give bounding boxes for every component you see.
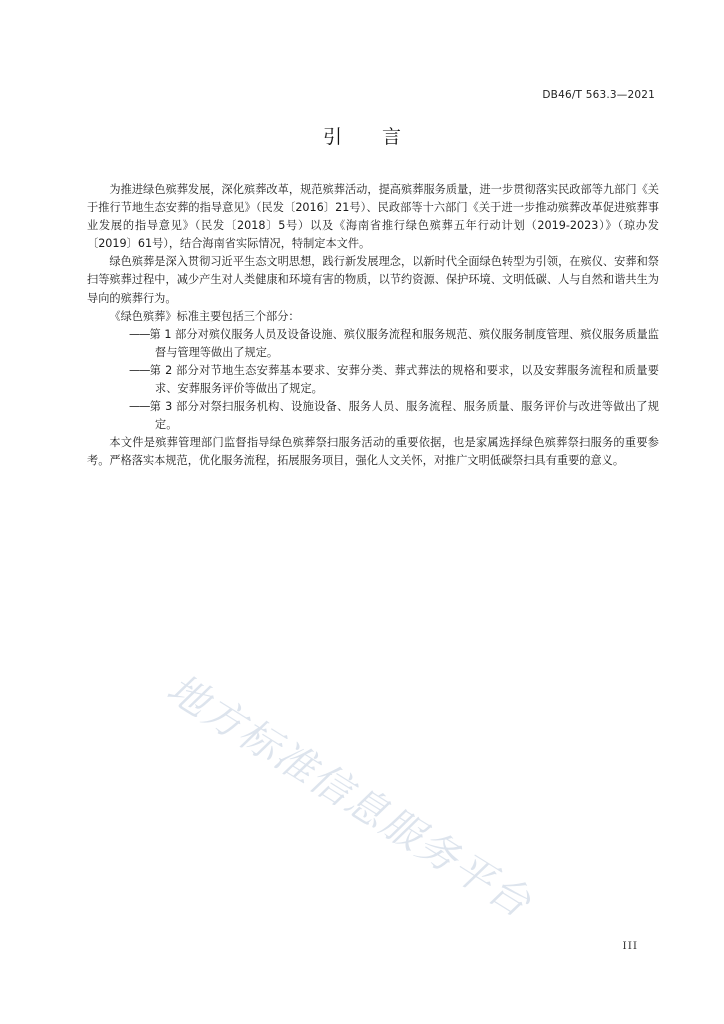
paragraph-significance: 本文件是殡葬管理部门监督指导绿色殡葬祭扫服务活动的重要依据，也是家属选择绿色殡葬祭扫服务的重要参考。严格落实本规范，优化服务流程，拓展服务项目，强化人文关怀，对推广文明低碳祭扫具有重要的意义。 <box>87 436 659 468</box>
list-dash: —— <box>129 363 150 377</box>
paragraph-purpose: 为推进绿色殡葬发展，深化殡葬改革，规范殡葬活动，提高殡葬服务质量，进一步贯彻落实民政部等九部门《关于推行节地生态安葬的指导意见》（民发〔2016〕21号）、民政部等十六部门《关于进一步推动殡葬改革促进殡葬事业发展的指导意见》（民发〔2018〕5号）以及《海南省推行绿色殡葬五年行动计划（2019-2023）》（琼办发〔2019〕61号），结合海南省实际情况，特制定本文件。 <box>87 183 659 251</box>
list-item <box>87 362 659 398</box>
list-item-text: 第 2 部分对节地生态安葬基本要求、安葬分类、葬式葬法的规格和要求，以及安葬服务流程和质量要求、安葬服务评价等做出了规定。 <box>149 363 659 396</box>
document-body <box>87 181 659 471</box>
list-item <box>87 326 659 362</box>
list-item-text: 第 1 部分对殡仪服务人员及设备设施、殡仪服务流程和服务规范、殡仪服务制度管理、殡仪服务质量监督与管理等做出了规定。 <box>149 327 659 359</box>
paragraph-definition: 绿色殡葬是深入贯彻习近平生态文明思想，践行新发展理念，以新时代全面绿色转型为引领，在殡仪、安葬和祭扫等殡葬过程中，减少产生对人类健康和环境有害的物质，以节约资源、保护环境、文明低碳、人与自然和谐共生为导向的殡葬行为。 <box>87 255 659 305</box>
list-dash: —— <box>129 400 150 414</box>
page-title: 引言 <box>322 126 441 148</box>
list-dash: —— <box>129 327 150 341</box>
paragraph-parts-intro: 《绿色殡葬》标准主要包括三个部分： <box>109 309 300 323</box>
standard-code: DB46/T 563.3—2021 <box>542 89 655 101</box>
watermark: 地方标准信息服务平台 <box>158 665 540 928</box>
list-item <box>87 398 659 434</box>
list-item-text: 第 3 部分对祭扫服务机构、设施设备、服务人员、服务流程、服务质量、服务评价与改进等做出了规定。 <box>149 400 659 432</box>
page-number: III <box>622 940 638 952</box>
